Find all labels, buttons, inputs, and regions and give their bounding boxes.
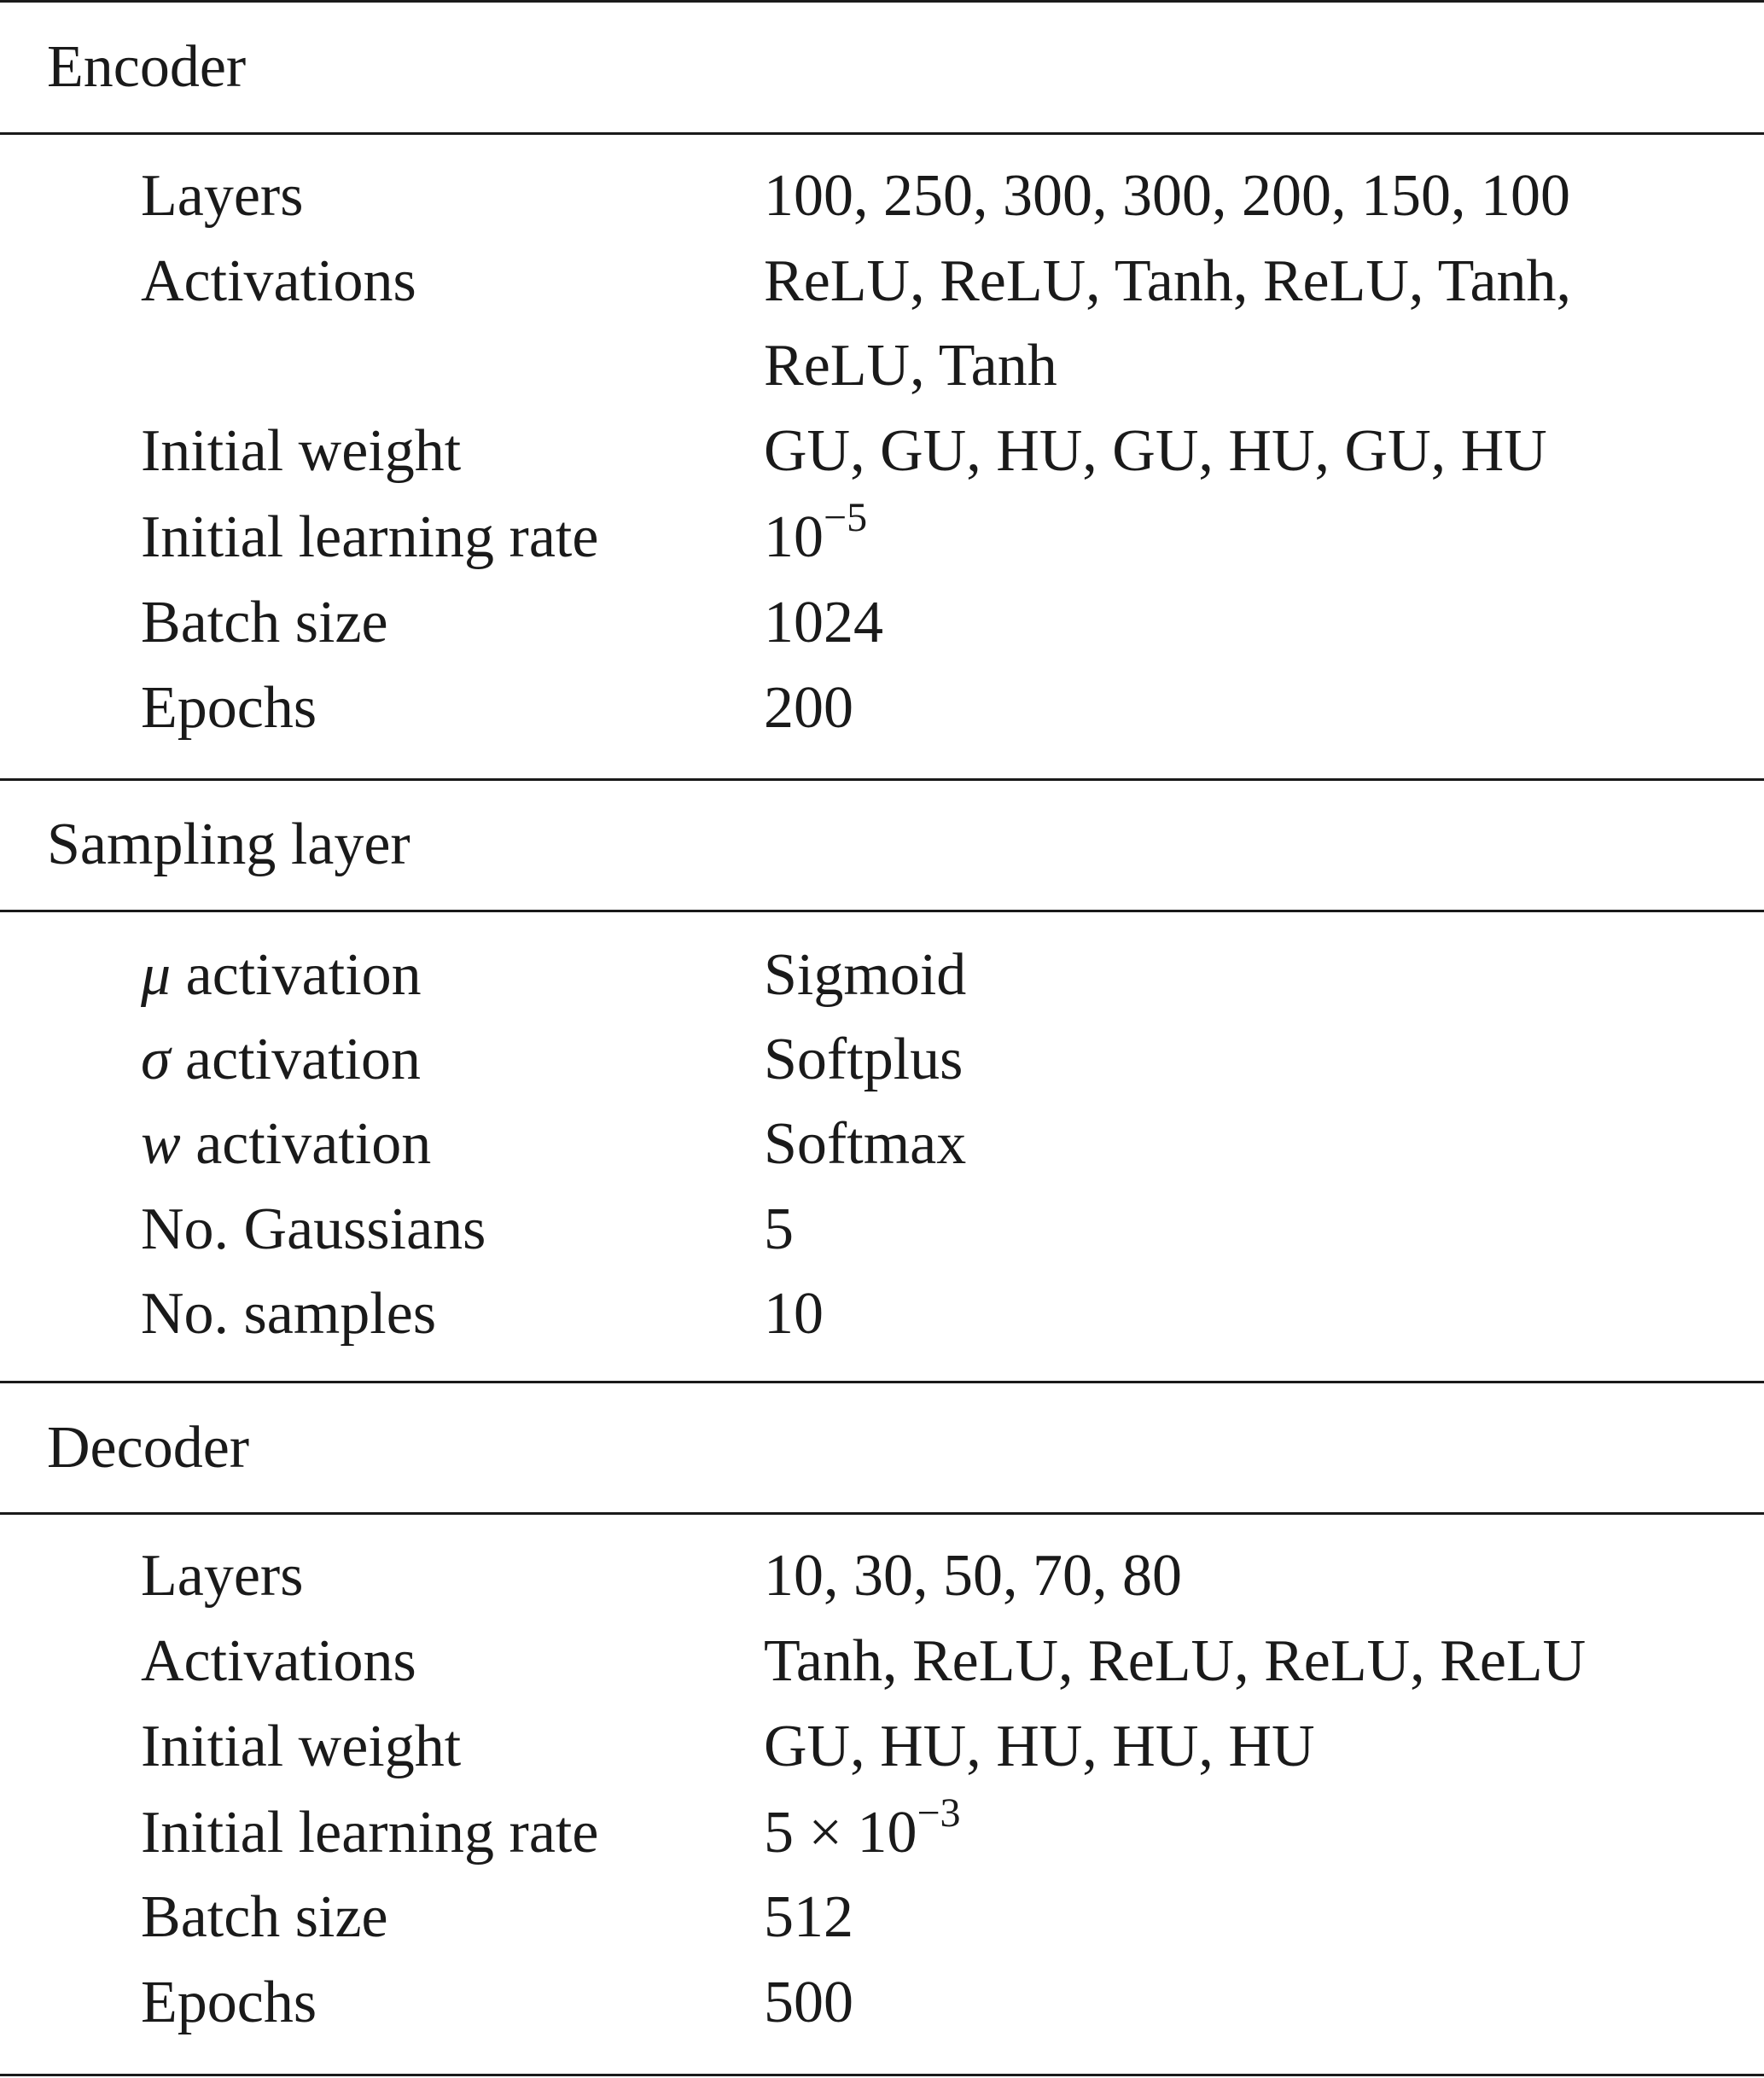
decoder-layers-label: Layers xyxy=(141,1543,304,1609)
mu-activation-value: Sigmoid xyxy=(764,942,967,1008)
encoder-activations-value-line2: ReLU, Tanh xyxy=(764,333,1057,399)
encoder-batch-size-value: 1024 xyxy=(764,590,883,655)
encoder-learning-rate-label: Initial learning rate xyxy=(141,504,599,570)
encoder-learning-rate-value xyxy=(764,494,868,570)
decoder-epochs-value: 500 xyxy=(764,1970,853,2035)
sigma-symbol: σ xyxy=(141,1027,171,1092)
decoder-initial-weight-value: GU, HU, HU, HU, HU xyxy=(764,1714,1315,1779)
no-samples-value: 10 xyxy=(764,1281,824,1347)
decoder-learning-rate-value xyxy=(764,1790,961,1866)
encoder-layers-label: Layers xyxy=(141,163,304,229)
mu-activation-text: activation xyxy=(185,942,422,1008)
decoder-learning-rate-base: 5 × 10 xyxy=(764,1800,917,1866)
bottom-rule xyxy=(0,2074,1764,2076)
sigma-activation-text: activation xyxy=(185,1027,422,1092)
encoder-activations-label: Activations xyxy=(141,248,416,314)
decoder-batch-size-label: Batch size xyxy=(141,1884,388,1950)
encoder-learning-rate-exponent: −5 xyxy=(824,494,868,540)
decoder-batch-size-value: 512 xyxy=(764,1884,853,1950)
decoder-learning-rate-label: Initial learning rate xyxy=(141,1800,599,1866)
sampling-bottom-rule xyxy=(0,1381,1764,1383)
decoder-layers-value: 10, 30, 50, 70, 80 xyxy=(764,1543,1182,1609)
decoder-epochs-label: Epochs xyxy=(141,1970,317,2035)
encoder-initial-weight-label: Initial weight xyxy=(141,418,462,484)
sampling-title: Sampling layer xyxy=(47,812,410,877)
mu-symbol: μ xyxy=(141,942,172,1008)
w-activation-label xyxy=(141,1111,432,1177)
encoder-activations-value-line1: ReLU, ReLU, Tanh, ReLU, Tanh, xyxy=(764,248,1572,314)
sigma-activation-value: Softplus xyxy=(764,1027,964,1092)
encoder-batch-size-label: Batch size xyxy=(141,590,388,655)
sampling-header-rule xyxy=(0,910,1764,912)
encoder-layers-value: 100, 250, 300, 300, 200, 150, 100 xyxy=(764,163,1570,229)
encoder-learning-rate-base: 10 xyxy=(764,504,824,570)
no-gaussians-label: No. Gaussians xyxy=(141,1196,486,1262)
top-rule xyxy=(0,0,1764,3)
w-activation-text: activation xyxy=(195,1111,432,1177)
encoder-title: Encoder xyxy=(47,34,247,100)
decoder-activations-value: Tanh, ReLU, ReLU, ReLU, ReLU xyxy=(764,1628,1586,1694)
encoder-epochs-value: 200 xyxy=(764,675,853,741)
w-activation-value: Softmax xyxy=(764,1111,967,1177)
no-samples-label: No. samples xyxy=(141,1281,437,1347)
decoder-activations-label: Activations xyxy=(141,1628,416,1694)
w-symbol: w xyxy=(141,1111,181,1177)
encoder-initial-weight-value: GU, GU, HU, GU, HU, GU, HU xyxy=(764,418,1547,484)
encoder-header-rule xyxy=(0,132,1764,135)
decoder-initial-weight-label: Initial weight xyxy=(141,1714,462,1779)
encoder-epochs-label: Epochs xyxy=(141,675,317,741)
decoder-title: Decoder xyxy=(47,1415,250,1481)
decoder-learning-rate-exponent: −3 xyxy=(917,1790,961,1836)
encoder-bottom-rule xyxy=(0,778,1764,781)
sigma-activation-label xyxy=(141,1027,422,1092)
decoder-header-rule xyxy=(0,1512,1764,1515)
mu-activation-label xyxy=(141,942,422,1008)
no-gaussians-value: 5 xyxy=(764,1196,794,1262)
